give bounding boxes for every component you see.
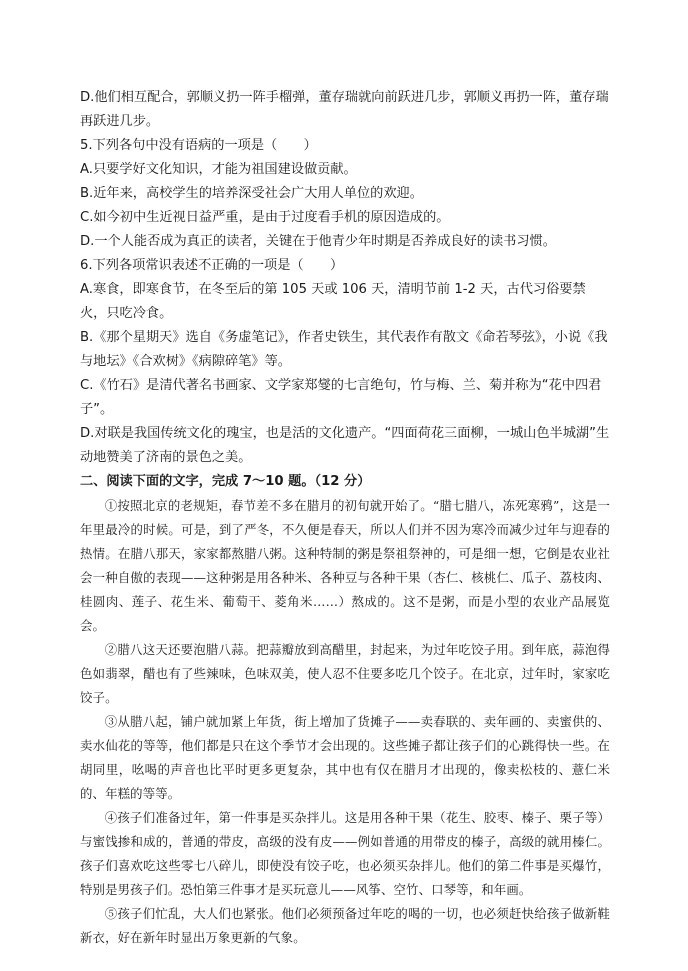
q5-option-d: D.一个人能否成为真正的读者，关键在于他青少年时期是否养成良好的读书习惯。 (80, 234, 556, 249)
q5-option-a: A.只要学好文化知识，才能为祖国建设做贡献。 (80, 162, 357, 177)
q6-option-b: B.《那个星期天》选自《务虚笔记》，作者史铁生，其代表作有散文《命若琴弦》，小说《我与地坛》《合欢树》《病隙碎笔》等。 (80, 330, 608, 369)
q6-option-d: D.对联是我国传统文化的瑰宝，也是活的文化遗产。“四面荷花三面柳，一城山色半城湖”生动地赞美了济南的景色之美。 (80, 426, 610, 465)
passage-paragraph-2: ②腊八这天还要泡腊八蒜。把蒜瓣放到高醋里，封起来，为过年吃饺子用。到年底，蒜泡得色如翡翠，醋也有了些辣味，色味双美，使人忍不住要多吃几个饺子。在北京，过年时，家家吃饺子。 (80, 642, 610, 705)
q6-option-c: C.《竹石》是清代著名书画家、文学家郑燮的七言绝句，竹与梅、兰、菊并称为“花中四君子”。 (80, 378, 602, 417)
exam-page (80, 86, 610, 950)
q5-option-c: C.如今初中生近视日益严重，是由于过度看手机的原因造成的。 (80, 210, 450, 225)
passage-paragraph-3: ③从腊八起，铺户就加紧上年货，街上增加了货摊子——卖春联的、卖年画的、卖蜜供的、卖水仙花的等等，他们都是只在这个季节才会出现的。这些摊子都让孩子们的心跳得快一些。在胡同里，吆喝的声音也比平时更多更复杂，其中也有仅在腊月才出现的，像卖松枝的、薏仁米的、年糕的等等。 (80, 714, 610, 801)
passage-paragraph-1: ①按照北京的老规矩，春节差不多在腊月的初旬就开始了。“腊七腊八，冻死寒鸦”，这是一年里最冷的时候。可是，到了严冬，不久便是春天，所以人们并不因为寒冷而减少过年与迎春的热情。在腊八那天，家家都熬腊八粥。这种特制的粥是祭祖祭神的，可是细一想，它倒是农业社会一种自傲的表现——这种粥是用各种米、各种豆与各种干果（杏仁、核桃仁、瓜子、荔枝肉、桂圆肉、莲子、花生米、葡萄干、菱角米……）熬成的。这不是粥，而是小型的农业产品展览会。 (80, 498, 610, 633)
passage-paragraph-5: ⑤孩子们忙乱，大人们也紧张。他们必须预备过年吃的喝的一切，也必须赶快给孩子做新鞋新衣，好在新年时显出万象更新的气象。 (80, 906, 610, 945)
q5-stem: 5.下列各句中没有语病的一项是（ ） (80, 138, 317, 153)
section-heading: 二、阅读下面的文字，完成 7～10 题。（12 分） (80, 474, 371, 489)
passage-paragraph-4: ④孩子们准备过年，第一件事是买杂拌儿。这是用各种干果（花生、胶枣、榛子、栗子等）与蜜饯掺和成的，普通的带皮，高级的没有皮——例如普通的用带皮的榛子，高级的就用榛仁。孩子们喜欢吃这些零七八碎儿，即使没有饺子吃，也必须买杂拌儿。他们的第二件事是买爆竹，特别是男孩子们。恐怕第三件事才是买玩意儿——风筝、空竹、口琴等，和年画。 (80, 810, 610, 897)
q6-option-a: A.寒食，即寒食节，在冬至后的第 105 天或 106 天，清明节前 1-2 天，古代习俗要禁火，只吃冷食。 (80, 282, 586, 321)
q5-option-b: B.近年来，高校学生的培养深受社会广大用人单位的欢迎。 (80, 186, 423, 201)
q4-option-d: D.他们相互配合，郭顺义扔一阵手榴弹，董存瑞就向前跃进几步，郭顺义再扔一阵，董存瑞再跃进几步。 (80, 90, 609, 129)
q6-stem: 6.下列各项常识表述不正确的一项是（ ） (80, 258, 344, 273)
